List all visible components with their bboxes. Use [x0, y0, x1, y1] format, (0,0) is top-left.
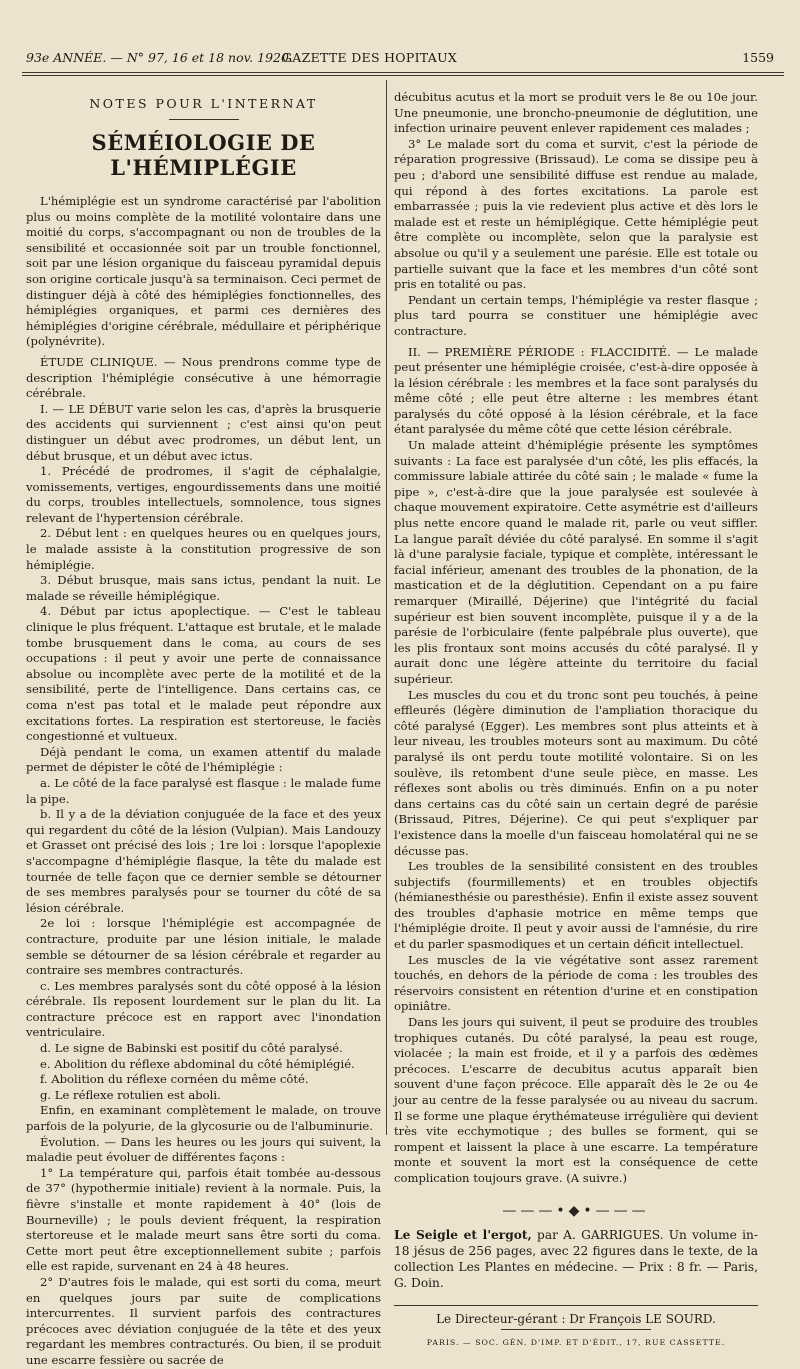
paragraph: 3° Le malade sort du coma et survit, c'est la période de réparation progressive (Brissaud). Le coma se dissipe peu à peu ; d'abord une sensibilité diffuse est rendue au malade, qui répond à des fortes excitations. La parole est embarrassée ; puis la vie redevient plus active et dès lors le malade est et reste un hémiplégique. Cette hémiplégie peut être complète ou incomplète, selon que la paralysie est absolue ou qu'il y a seulement une parésie. Elle est totale ou partielle suivant que la face et les membres d'un côté sont pris en totalité ou pas. [394, 136, 758, 292]
newspaper-page [22, 0, 784, 1367]
footer-rule [394, 1305, 758, 1306]
paragraph: ÉTUDE CLINIQUE. — Nous prendrons comme type de description l'hémiplégie consécutive à une hémorragie cérébrale. [26, 354, 381, 401]
paragraph: II. — PREMIÈRE PÉRIODE : FLACCIDITÉ. — Le malade peut présenter une hémiplégie croisée, c'est-à-dire opposée à la lésion cérébrale : les membres et la face sont paralysés du même côté ; elle peut être alterne : les membres étant paralysés du côté opposé à la lésion cérébrale, et la face étant paralysée du même côté que cette lésion cérébrale. [394, 344, 758, 437]
paragraph: Les muscles de la vie végétative sont assez rarement touchés, en dehors de la période de coma : les troubles des réservoirs consistent en rétention d'urine et en constipation opiniâtre. [394, 952, 758, 1014]
paragraph: Évolution. — Dans les heures ou les jours qui suivent, la maladie peut évoluer de différentes façons : [26, 1134, 381, 1165]
issue-info: 93e ANNÉE. — N° 97, 16 et 18 nov. 1920. [26, 50, 293, 65]
paragraph: L'hémiplégie est un syndrome caractérisé par l'abolition plus ou moins complète de la motilité volontaire dans une moitié du corps, s'accompagnant ou non de troubles de la sensibilité et occasionnée soit par un trouble fonctionnel, soit par une lésion organique du faisceau pyramidal depuis son origine corticale jusqu'à sa terminaison. Ceci permet de distinguer déjà à côté des hémiplégies fonctionnelles, des hémiplégies organiques, et parmi ces dernières des hémiplégies d'origine cérébrale, médullaire et périphérique (polynévrite). [26, 194, 381, 349]
journal-title: GAZETTE DES HOPITAUX [282, 50, 458, 65]
header-rule [22, 72, 784, 73]
imprint-rule [501, 1329, 651, 1330]
book-notice [394, 1227, 758, 1291]
right-column [394, 90, 758, 1347]
book-description: par A. GARRIGUES. Un volume in-18 jésus de 256 pages, avec 22 figures dans le texte, de la collection Les Plantes en médecine. — Prix : 8 fr. — Paris, G. Doin. [394, 1227, 759, 1290]
book-title: Le Seigle et l'ergot, [394, 1227, 532, 1242]
article-title: SÉMÉIOLOGIE DE L'HÉMIPLÉGIE [91, 130, 316, 180]
column-divider [386, 80, 387, 1135]
paragraph: Les troubles de la sensibilité consistent en des troubles subjectifs (fourmillements) et en troubles objectifs (hémianesthésie ou paresthésie). Enfin il existe assez souvent des troubles d'aphasie motrice en même temps que l'hémiplégie droite. Il peut y avoir aussi de l'amnésie, du rire et du parler spasmodiques et un certain déficit intellectuel. [394, 859, 758, 952]
printer-imprint: PARIS. — SOC. GÉN. D'IMP. ET D'ÉDIT., 17, RUE CASSETTE. [426, 1337, 726, 1347]
paragraph: d. Le signe de Babinski est positif du côté paralysé. [40, 1041, 343, 1056]
paragraph: Les muscles du cou et du tronc sont peu touchés, à peine effleurés (légère diminution de l'ampliation thoracique du côté paralysé (Egger). Les membres sont plus atteints et à leur niveau, les troubles moteurs sont au maximum. Du côté paralysé ils ont perdu toute motilité volontaire. Si on les soulève, ils retombent d'une seule pièce, en masse. Les réflexes sont abolis ou très diminués. Enfin on a pu noter dans certains cas du côté sain un certain degré de parésie (Brissaud, Pitres, Déjerine). Ce qui peut s'expliquer par l'existence dans la moelle d'un faisceau homolatéral qui ne se décusse pas. [394, 687, 758, 858]
ornament-divider: ———•◆•——— [502, 1202, 650, 1219]
page-header [22, 50, 784, 70]
paragraph: 1° La température qui, parfois était tombée au-dessous de 37° (hypothermie initiale) revient à la normale. Puis, la fièvre s'installe et monte rapidement à 40° (lois de Bourneville) ; le pouls devient fréquent, la respiration stertoreuse et le malade meurt sans être sorti du coma. Cette mort peut être exceptionnellement subite ; parfois elle est rapide, survenant en 24 à 48 heures. [26, 1165, 381, 1274]
paragraph: Pendant un certain temps, l'hémiplégie va rester flasque ; plus tard pourra se constituer une hémiplégie avec contracture. [394, 292, 758, 338]
paragraph: e. Abolition du réflexe abdominal du côté hémiplégié. [40, 1056, 355, 1071]
paragraph: a. Le côté de la face paralysé est flasque : le malade fume la pipe. [26, 775, 381, 806]
paragraph: Dans les jours qui suivent, il peut se produire des troubles trophiques cutanés. Du côté paralysé, la peau est rouge, violacée ; la main est froide, et il y a parfois des œdèmes précoces. L'escarre de decubitus acutus apparaît bien souvent d'une façon précoce. Elle apparaît dès le 2e ou 4e jour au centre de la fesse paralysée ou au niveau du sacrum. Il se forme une plaque érythémateuse irrégulière qui devient très vite ecchymotique ; des bulles se forment, qui se rompent et laissent la place à une escarre. La température monte et souvent la mort est la conséquence de cette complication toujours grave. (A suivre.) [394, 1015, 758, 1185]
left-body [26, 194, 381, 1369]
paragraph: g. Le réflexe rotulien est aboli. [40, 1087, 221, 1102]
left-column [26, 90, 381, 1369]
paragraph: 3. Début brusque, mais sans ictus, pendant la nuit. Le malade se réveille hémiplégique. [26, 573, 381, 603]
paragraph: Enfin, en examinant complètement le malade, on trouve parfois de la polyurie, de la glycosurie ou de l'albuminurie. [26, 1103, 381, 1134]
page-number: 1559 [742, 50, 774, 65]
paragraph: Déjà pendant le coma, un examen attentif du malade permet de dépister le côté de l'hémiplégie : [26, 744, 381, 775]
paragraph: 2. Début lent : en quelques heures ou en quelques jours, le malade assiste à la constitution progressive de son hémiplégie. [26, 526, 381, 572]
paragraph: décubitus acutus et la mort se produit vers le 8e ou 10e jour. Une pneumonie, une broncho-pneumonie de déglutition, une infection urinaire peuvent enlever rapidement ces malades ; [394, 90, 758, 136]
paragraph: I. — LE DÉBUT varie selon les cas, d'après la brusquerie des accidents qui surviennent ; c'est ainsi qu'on peut distinguer un début avec prodromes, un début lent, un début brusque, et un début avec ictus. [26, 401, 381, 463]
director-line: Le Directeur-gérant : Dr François LE SOURD. [436, 1311, 716, 1326]
paragraph: 4. Début par ictus apoplectique. — C'est le tableau clinique le plus fréquent. L'attaque est brutale, et le malade tombe brusquement dans le coma, au cours de ses occupations : il peut y avoir une perte de connaissance absolue ou incomplète avec perte de la motilité et de la sensibilité, perte de l'intelligence. Dans certains cas, ce coma n'est pas total et le malade peut répondre aux excitations fortes. La respiration est stertoreuse, le faciès congestionné et vultueux. [26, 604, 381, 744]
paragraph: 2° D'autres fois le malade, qui est sorti du coma, meurt en quelques jours par suite de complications intercurrentes. Il survient parfois des contractures précoces avec déviation conjuguée de la tête et des yeux regardant les membres contracturés. Ou bien, il se produit une escarre fessière ou sacrée de [26, 1274, 381, 1367]
paragraph: Un malade atteint d'hémiplégie présente les symptômes suivants : La face est paralysée d'un côté, les plis effacés, la commissure labiale attirée du côté sain ; le malade « fume la pipe », c'est-à-dire que la joue paralysée est soulevée à chaque mouvement expiratoire. Cette asymétrie est d'ailleurs plus nette encore quand le malade rit, parle ou veut siffler. La langue paraît déviée du côté paralysé. En somme il s'agit là d'une paralysie faciale, typique et complète, intéressant le facial inférieur, amenant des troubles de la phonation, de la mastication et de la déglutition. Cependant on a pu faire remarquer (Miraillé, Déjerine) que l'intégrité du facial supérieur est bien souvent incomplète, puisque il y a de la parésie de l'orbiculaire (fente palpébrale plus ouverte), que les plis frontaux sont moins accusés du côté paralysé. Il y aurait donc une légère atteinte du territoire du facial supérieur. [394, 438, 758, 686]
right-body [394, 90, 758, 1187]
paragraph: b. Il y a de la déviation conjuguée de la face et des yeux qui regardent du côté de la lésion (Vulpian). Mais Landouzy et Grasset ont précisé des lois ; 1re loi : lorsque l'apoplexie s'accompagne d'hémiplégie flasque, la tête du malade est tournée de telle façon que ce dernier semble se détourner de ses membres paralysés pour se tourner du côté de sa lésion cérébrale. [26, 807, 381, 915]
header-rule-double [22, 75, 784, 76]
paragraph: 2e loi : lorsque l'hémiplégie est accompagnée de contracture, produite par une lésion initiale, le malade semble se détourner de sa lésion cérébrale et regarder au contraire ses membres contracturés. [26, 916, 381, 978]
section-rule [169, 119, 239, 120]
paragraph: c. Les membres paralysés sont du côté opposé à la lésion cérébrale. Ils reposent lourdement sur le plan du lit. La contracture précoce est en rapport avec l'inondation ventriculaire. [26, 978, 381, 1040]
paragraph: 1. Précédé de prodromes, il s'agit de céphalalgie, vomissements, vertiges, engourdissements dans une moitié du corps, troubles intellectuels, somnolence, tous signes relevant de l'hypertension cérébrale. [26, 464, 381, 525]
section-label: NOTES POUR L'INTERNAT [89, 96, 318, 111]
paragraph: f. Abolition du réflexe cornéen du même côté. [40, 1072, 309, 1087]
